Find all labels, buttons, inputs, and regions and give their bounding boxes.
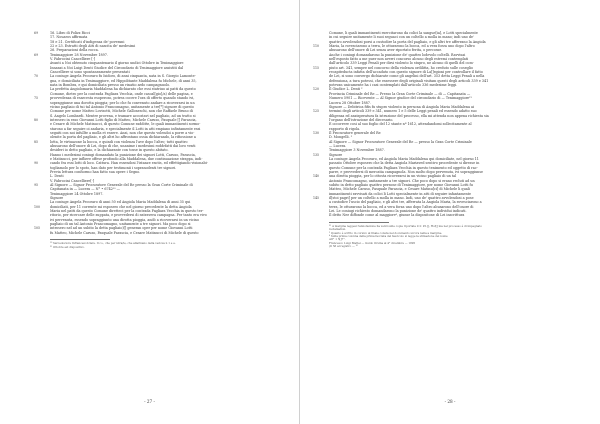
- line-text: de Lei, si sono convergo dichiarate come gli angelini dell'art. 353 detta Leggi Penali a nella: [329, 74, 485, 79]
- footnote: ³ Quanto è scritto in corsivo al finale consta nel documento un'ora nella a margine.: [329, 230, 443, 235]
- line-text: passato Ottobre esposero che la detta Angiola Mariaved sentivo procedente si diresse in: [329, 161, 480, 166]
- line-text: Al Signore — Signor Procuratore Generale del Re presso la Gran Corte Criminale di: [50, 183, 193, 188]
- line-text: dall'articolo 339 Leggi Penali per dirsi violento lo stupro, ne alcuno di quelli del com-: [329, 61, 474, 66]
- line-text: recapiteducta infatta dell'accaduto con questo signore di La[]egioni per controllare il fatto: [329, 70, 483, 75]
- line-number: 130: [313, 130, 320, 135]
- left-text-column: [34, 31, 268, 249]
- line-number: 69: [34, 31, 39, 35]
- line-text: diligenza ed anzisperatura fa istruzione del processo, ella mi attenda non appena richiesta sia: [329, 113, 489, 118]
- line-number: 70: [34, 74, 39, 79]
- right-page-number: - 28 -: [444, 399, 456, 404]
- line-text: Il detto Nee diffonde come al maggiore⁴, giunse la dispositone di Lei inscrittura: [329, 213, 465, 218]
- line-text: Signore: [50, 196, 64, 201]
- line-text: abusarono dell'onore di Lei, dopo di che, unanime i medesimi roddrfatti dai loro venti: [50, 143, 196, 148]
- footnote: reclamation.: [329, 227, 347, 232]
- footnote: (Il 56 al registro — ¹⁰: [329, 244, 358, 249]
- line-text: Capitanata in — Lucera — N° • 6742¹⁰ —: [50, 187, 120, 192]
- line-text: defensiona, a tura potessi, che essessere degli originali visitam questi degli articoli 339 e 341: [329, 78, 489, 83]
- line-text: Comune, li quali immantinenti esercitarono da colici la sangue[ia], e Lotti specialmente: [329, 31, 478, 35]
- line-number: 140: [313, 174, 320, 179]
- line-text: desideri io detto pagliaio, e la dichiarante con tosse in questo abitato.: [50, 148, 169, 153]
- line-text: in cui seguire unitamente li suoi seguaci con un coltello a molla in mano; indi uno de': [329, 35, 474, 40]
- line-text: piuto art. 341, sempre nel concorso della violenza ordilitta, ho creduto sulle coseglio: [329, 65, 473, 70]
- footnote: ⁴ Sulla prima colonna della prima facciata del fascicolo si legge la stimazione del nome: [329, 234, 448, 238]
- line-text: ivi pervenuta, essendo sopraggiunto una dirotta pioggia, andò a ricoverarsi in un vicino: [50, 217, 199, 222]
- footnote-separator: [50, 239, 110, 240]
- line-text: terra, le otturarono la bocca, ed a vera forza uno dopo l'altro abusarono dell'onore di: [329, 204, 474, 209]
- footnote: Att° 1 5[]7°.: [329, 237, 346, 242]
- line-text: Previa lettura confiormo han fatto sua opere i Segno.: [50, 170, 141, 174]
- text-line: [50, 231, 268, 235]
- line-text: cando fra essi lotti di loco. Cattura. Han essendosi l'istanze esotis, ed effettigiando visionabi-: [50, 161, 208, 166]
- line-number: 110: [313, 44, 320, 49]
- line-text: questo Comune per la contrada Pagliara Vecchia in questo tenimento ed oggetto di rac-: [329, 165, 478, 170]
- line-text: seguiti con noi infullte a molla et essere. Anzi, non che questo volendoi a porre a vio-: [50, 130, 195, 135]
- line-text: e Matinucci, per infliere offese profondo alla Maddalena, due continuazione strappa, indi-: [50, 156, 203, 161]
- line-text: subito in detto pagliaio quattro persone di Tenimaggiore, per nome Giovanni Lotti fu: [329, 183, 473, 188]
- line-text: Il Giudice L. Denti ²: [329, 87, 363, 92]
- line-text: quattro avvolendosi porsi a custodire la porta del pagliaio, e gli altri tre afferrano la Angiola: [329, 39, 486, 44]
- right-text-column: [313, 31, 547, 249]
- line-number: 80: [34, 117, 39, 122]
- line-number: 115: [313, 65, 320, 70]
- line-text: La coniuge Angela Pecoraro, ed Angiola Maria Maddalena qui domiciliate, nel giorno 11: [329, 156, 479, 161]
- line-number: 90: [34, 161, 39, 166]
- line-text: Maria nel patti da questo Comune diretteci per la contrada Pagliara Vecchia in questo ter-: [50, 209, 204, 214]
- line-text: S. Angelo Lombardi. Mentre provena, e tramare accostavi nel pagliaio, ad un tratto si: [50, 113, 196, 118]
- line-number: 145: [313, 196, 320, 201]
- line-text: introsero nel ad un subito la detta pagliaio)[] generan oper per nome Giovanni Lotti: [50, 226, 193, 231]
- line-text: L. Denti: [50, 174, 64, 179]
- footnote: ²¹ Ottobre est dispositivo.: [50, 244, 85, 249]
- line-text: lotta, le virtuazone la bocca, e quindi con violenza l'ave dopo l'altro; tutti quattro: [50, 139, 188, 144]
- line-text: Hanno i medesimi coniugi domandato la punizione dei signori Lotti, Caruso, Parascia,: [50, 152, 196, 157]
- line-number: 105: [34, 226, 41, 231]
- line-text: termini degli articoli 339 e 341, numero 1 e 5 delle Leggi penali ed essendo adatto suo: [329, 109, 477, 114]
- line-text: olenite la porta del pagliaio, e gli altri ho affrontano ossia dichiarando, la rifiossione a: [50, 135, 196, 140]
- line-text: introsero in esso Giovanni Lotti figlio di Matteo, Michele Caruso, Pasquale [] Parascia,: [50, 117, 197, 122]
- text-line: [329, 213, 547, 217]
- line-number: 120: [313, 87, 320, 92]
- line-text: Numero 5901 — Ricevente — Al Signor giudice del circondario di — Tenimaggiore²¹: [329, 96, 472, 101]
- line-text: 26. Preparazioni della rocca.: [50, 48, 99, 53]
- line-text: a custodire l'uscio del pagliaio, e gli altri tre, afferrata la Angiola Maria, la rovesciarono a: [329, 200, 482, 205]
- line-number: 125: [313, 109, 320, 114]
- line-text: La coniuge Angela Pecoraro di anni 50 ed Angiola Maria Maddalena di anni 35 qui: [50, 200, 191, 205]
- line-number: 69: [34, 52, 39, 57]
- line-text: 17. Nouaros affirmata: [50, 35, 88, 40]
- line-text: Avanti a Noi obtenuto cinquantenario il giorno undici Ottobre in Tenimaggiore: [50, 61, 184, 66]
- line-text: una dirotta pioggia, per lo ottosta ricoverarsi in un vicino pagliaio di un tal: [329, 174, 457, 179]
- line-text: fu Matteo, Michele Caruso, Pasquale Parascia, e Cesare Matinucci di Michele di questo: [50, 230, 199, 235]
- line-text: — Lucera.: [329, 143, 347, 148]
- line-text: E occorrere cosi al suo foglio del 12 stante nº 1612, attendandomi sollecitamente al: [329, 122, 472, 127]
- line-text: il[stoi pagri] per un coltello a molla in mano. Indi, uno de' quattro avvolendosi a pose: [329, 196, 474, 201]
- line-number: 85: [34, 139, 39, 144]
- right-page: [300, 0, 600, 424]
- line-text: e Cesare di Michele Matinucci, di questo Comune radditte, le quali immantinenti sormo-: [50, 122, 201, 127]
- line-text: togliamolo per lo spoto, han dato per testimonii i sopranodenti tre signori.: [50, 165, 177, 170]
- line-text: 18 e 21. Certificati d'indigenza de' poverani: [50, 39, 125, 44]
- line-text: Comune, dietro per la contrada Pagliara Vecchia, onde cascal[gio]/a) delle pagina, e: [50, 91, 193, 96]
- line-text: potevan unicamente ha i casi contemplati dall'articolo 336 medesime leggi.: [329, 83, 458, 88]
- line-text: Lei. Le coniugi richiesto domandarono la punizione de' quattro individui indicati.: [329, 209, 467, 214]
- line-text: pagliaio di un tal Antonio Francomagno, unitamente a tre signori. Ma poco dopo si: [50, 222, 191, 227]
- line-text: Tenimaggiore 3 Novembre 1887.: [329, 148, 385, 153]
- line-number: 75: [34, 96, 39, 101]
- line-text: sopraggiunse una dorotta pioggia; per lo che fu convenuto andare a ricoverarsi in un: [50, 100, 195, 105]
- footnote: ²¹ A margine leggesi l'annotazione ha venti sulle copie riportate il 2: P.I.[], Hof[] ma nel processo è di impegnato: [329, 223, 482, 228]
- line-text: nata in Bombra, e qui domiciliata presso un rinatio ardo campagnuolo.: [50, 83, 171, 88]
- line-text: Tenimaggiore 28 Novembre 1897.: [50, 52, 108, 57]
- line-text: 22 e 23. Estratti degli Atti di nascita de' medesimi: [50, 44, 136, 49]
- line-text: immantinenti ravvisati da colici li Lotti specialmente in atti di seguire infantamente: [329, 191, 472, 196]
- line-text: provvedenza di esarcesta esoperoso, potrea cocere l'ora di offerto quando stando ivi,: [50, 96, 195, 101]
- line-text: Antonio Francomagno, unitamente a tre signori. Che poco dopo si erano recluti ad un: [329, 178, 475, 183]
- line-text: vicino pagliaio di tui tal Antonio Francomagno, unitamente a tre[*] signore di questo: [50, 104, 194, 109]
- line-text: Tenimaggiore 24 Ottobre 1897.: [50, 191, 104, 196]
- line-text: Matteo, Michele Caruso, Pasquale Parascia, e Cesare Matinu[ci] di Michele li quali: [329, 187, 470, 192]
- line-text: rapporto di rigola.: [329, 126, 361, 131]
- line-text: La prefetta Angiolomaria Maddalena ha dichiarato che essi statriuo ai patti da questo: [50, 87, 196, 92]
- line-number: 95: [34, 183, 39, 188]
- footnote: Francesco Luigi Mattei — Guido Orsina al 4° dicembre — 1895: [329, 240, 416, 245]
- line-text: 16. Libro di Polizz Ricci: [50, 31, 91, 35]
- line-text: Comune per nome Matteo Lovisotti, Michele Galloneschi, non che Raffaele Bruno di: [50, 109, 193, 114]
- line-text: V. Fabrocini Cancelliere [·]: [50, 57, 96, 62]
- line-text: starono a far seguire oi andaria, e specialmente il Lotti in atti empiano infintamente essi: [50, 126, 201, 131]
- line-text: parre, e provvedersi di mercatia campagnola. Non molto dopo pervenuta, ivi sopraggiunse: [329, 170, 484, 174]
- line-number: 135: [313, 152, 320, 157]
- line-text: Provincia Criminale del Re — Presso la Gran Corte Criminale — di — Capitanata —: [329, 91, 471, 96]
- line-text: La coniuge Angela Pecoraro fu Isidoro, di anni cinquanta, nata in S. Giorgio Lamonte-: [50, 74, 196, 79]
- line-text: Signore — Debitrica fifis fu stupro violento in persona di Angiola Maria Maddalena ai: [329, 104, 475, 109]
- line-text: ritorio, per ricercare delle zuppata, e provvedersi di eatravera campagna. Per tanto era vivo: [50, 213, 207, 218]
- line-text: Innanzi a Noi Luigi Denti Giudice del Circondario di Tenimaggiore assistiti dal: [50, 65, 184, 70]
- line-text: l'organo dell'istruzione del dircesario.: [329, 117, 394, 122]
- line-text: D. Mongelli. ³: [329, 135, 353, 140]
- footnote-separator: [329, 222, 389, 223]
- line-number: 100: [34, 204, 41, 209]
- left-page-number: - 27 -: [144, 399, 155, 404]
- line-text: abusarono dell'onore di Lei senza aver riportato ferita, o percosse.: [329, 48, 443, 53]
- line-text: Al Signore — Signor Procuratore Generale del Re — presso la Gran Corte Criminale: [329, 139, 472, 144]
- line-text: Signore: [329, 152, 343, 157]
- line-text: Anche i coniugi domandarono la punizione de' quattro lodevolo coltelli. Ravvisai: [329, 52, 466, 57]
- line-text: nell'esposto fatto a me puer non averri concorso alcuno degli estremi contemplati: [329, 57, 469, 62]
- line-text: Cancelliere si sono spontaneamente presentati: [50, 70, 130, 75]
- footnote: ¹⁰ Sarcedoziore Infrancesi dclare. Il co., che per istra/le, che allarmano della vedova n 1 e e.: [50, 241, 176, 246]
- line-text: Il Procuratore generale del Re: [329, 130, 381, 135]
- line-text: Maria, la rovesciarono a terra, le otturarono la bocca, ed a vera forza uno dopo l'altro: [329, 44, 475, 49]
- line-text: domiciliati, per 11 corrente mi esposero che nel giorno precedente la detta Angiola: [50, 204, 192, 209]
- line-text: V. Fabrocini Cancelliere[·]: [50, 178, 95, 183]
- line-text: Lucera 28 Ottobre 1887.: [329, 100, 371, 105]
- line-text: gna, e domiciliata in Tenimaggiore, ed Hippolitante Maddalena fu Michele, di anni 35,: [50, 78, 197, 83]
